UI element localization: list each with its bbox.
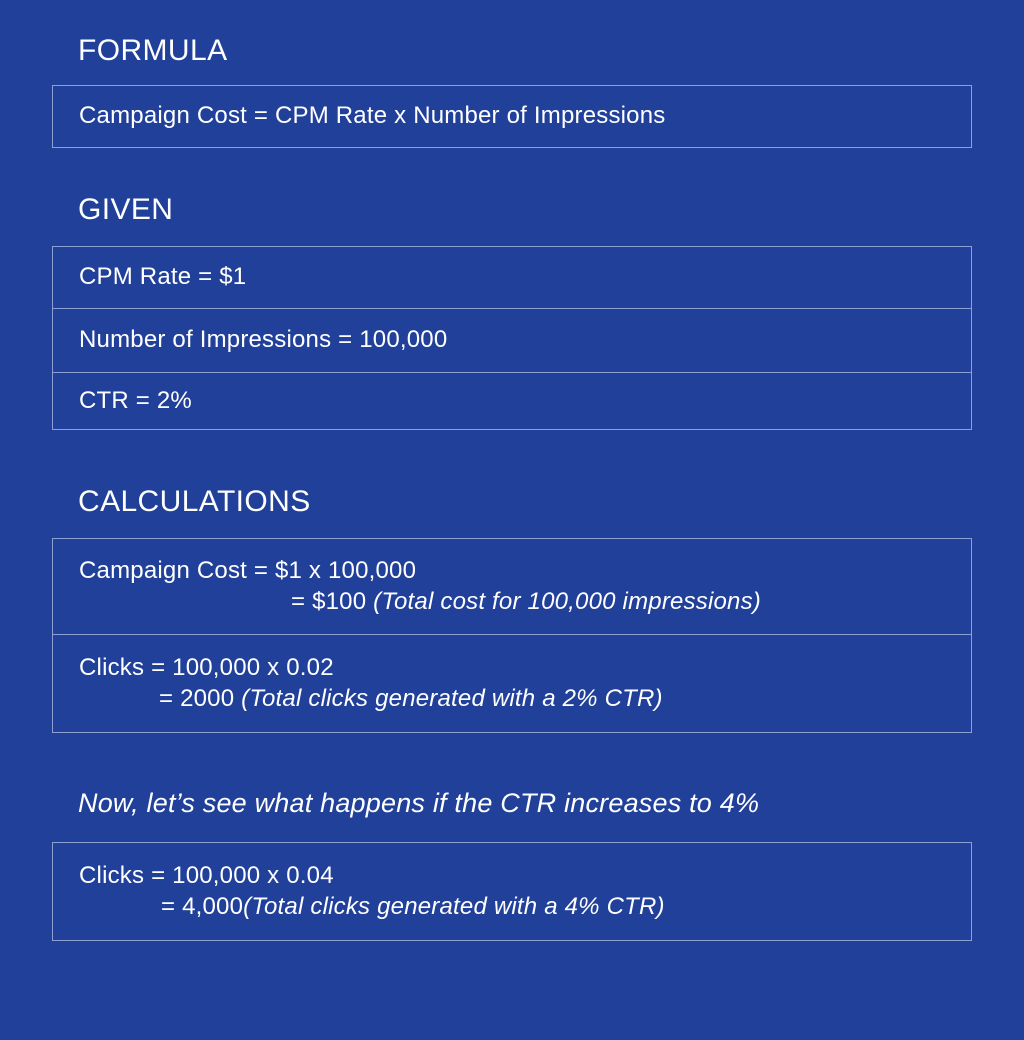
clicks-2pct-result: = 2000 xyxy=(159,684,242,712)
clicks-4pct-note: (Total clicks generated with a 4% CTR) xyxy=(243,892,665,920)
table-row xyxy=(53,372,971,429)
clicks-4pct-line2 xyxy=(79,892,945,923)
scenario-note: Now, let’s see what happens if the CTR increases to 4% xyxy=(78,788,760,818)
formula-expression: Campaign Cost = CPM Rate x Number of Impressions xyxy=(79,102,666,130)
section-heading-given: GIVEN xyxy=(78,193,174,226)
table-row xyxy=(53,308,971,372)
clicks-4pct-result: = 4,000 xyxy=(161,892,244,920)
given-table xyxy=(52,246,972,430)
campaign-cost-result: = $100 xyxy=(291,587,374,615)
table-row xyxy=(53,86,971,147)
table-row xyxy=(53,843,971,940)
formula-table xyxy=(52,85,972,148)
campaign-cost-line2 xyxy=(79,587,945,618)
clicks-4pct-line1: Clicks = 100,000 x 0.04 xyxy=(79,861,334,889)
clicks-2pct-line1: Clicks = 100,000 x 0.02 xyxy=(79,653,334,681)
campaign-cost-line1: Campaign Cost = $1 x 100,000 xyxy=(79,556,417,584)
scenario-table xyxy=(52,842,972,941)
section-heading-calculations: CALCULATIONS xyxy=(78,485,311,518)
clicks-2pct-note: (Total clicks generated with a 2% CTR) xyxy=(241,684,663,712)
calculations-table xyxy=(52,538,972,733)
worksheet-page xyxy=(0,36,1024,1040)
given-cpm-rate: CPM Rate = $1 xyxy=(79,263,247,291)
table-row xyxy=(53,634,971,732)
section-heading-formula: FORMULA xyxy=(78,34,228,67)
given-ctr: CTR = 2% xyxy=(79,386,192,414)
table-row xyxy=(53,539,971,634)
campaign-cost-note: (Total cost for 100,000 impressions) xyxy=(373,587,761,615)
table-row xyxy=(53,247,971,308)
clicks-2pct-line2 xyxy=(79,684,945,715)
given-impressions: Number of Impressions = 100,000 xyxy=(79,326,448,354)
